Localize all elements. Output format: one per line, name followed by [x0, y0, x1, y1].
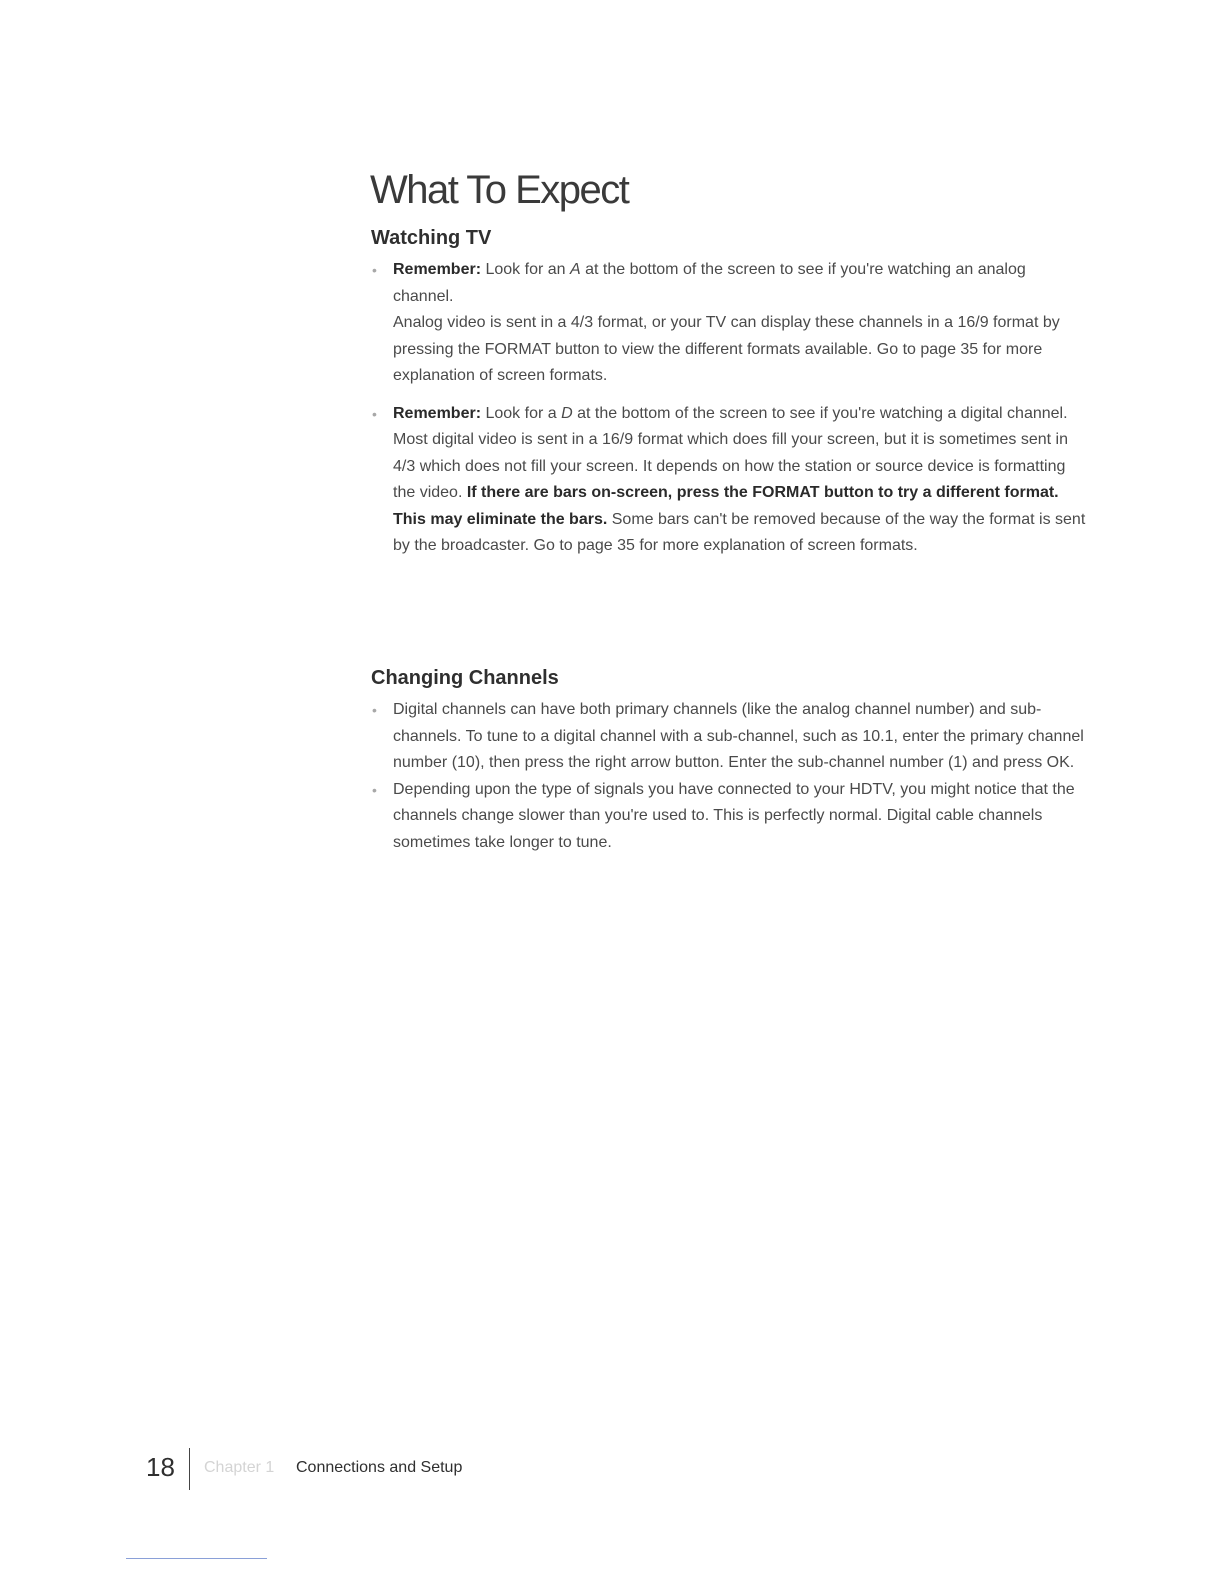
- chapter-label: Chapter 1: [204, 1459, 275, 1476]
- bold-text: Remember:: [393, 261, 482, 278]
- bottom-rule: [126, 1558, 267, 1559]
- paragraph: [393, 697, 1087, 777]
- bullet-icon: •: [372, 262, 377, 278]
- list-item: [371, 257, 1087, 390]
- bold-text: Remember:: [393, 404, 482, 422]
- watching-tv-list: [371, 257, 1087, 560]
- list-item: [371, 777, 1087, 857]
- text-run: Look for a: [481, 404, 562, 422]
- text-run: at the bottom of the screen to see if you're watching a digital channel.: [572, 404, 1068, 422]
- list-item: [371, 401, 1087, 560]
- footer-divider: [189, 1448, 190, 1490]
- paragraph: [393, 310, 1087, 390]
- page-footer: [146, 1448, 646, 1492]
- bullet-icon: •: [372, 781, 377, 798]
- paragraph: [393, 401, 1087, 428]
- text-run: Look for an: [481, 261, 570, 278]
- bullet-icon: •: [372, 702, 377, 718]
- chapter-title: Connections and Setup: [296, 1459, 463, 1476]
- text-run: Most digital video is sent in a 16/9 format which does fill your screen, but it is sometimes sent in 4/3 which does not fill your screen. It depends on how the station or source device is formatting the video.: [393, 431, 1068, 501]
- italic-text: A: [569, 261, 581, 278]
- section-watching-tv: [371, 224, 1087, 571]
- list-item: [371, 697, 1087, 777]
- paragraph: [393, 427, 1087, 560]
- text-run: Digital channels can have both primary channels (like the analog channel number) and sub-channels. To tune to a digital channel with a sub-channel, such as 10.1, enter the primary channel number (10), then press the right arrow button. Enter the sub-channel number (1) and press OK.: [393, 701, 1084, 771]
- paragraph: [393, 257, 1087, 310]
- section-heading-changing-channels: Changing Channels: [371, 667, 559, 689]
- text-run: Analog video is sent in a 4/3 format, or your TV can display these channels in a 16/9 format by pressing the FORMAT button to view the different formats available. Go to page 35 for more explanation of screen formats.: [393, 314, 1060, 384]
- page-title: What To Expect: [370, 168, 629, 212]
- text-run: Depending upon the type of signals you have connected to your HDTV, you might notice that the channels change slower than you're used to. This is perfectly normal. Digital cable channels sometimes take longer to tune.: [393, 780, 1075, 851]
- section-heading-watching-tv: Watching TV: [371, 227, 492, 249]
- changing-channels-list: [371, 697, 1087, 856]
- italic-text: D: [561, 404, 573, 422]
- page-number: 18: [146, 1452, 175, 1482]
- bold-text: If there are bars on-screen, press the FORMAT button to try a different format. This may eliminate the bars.: [393, 484, 1059, 528]
- text-run: Some bars can't be removed because of the way the format is sent by the broadcaster. Go to page 35 for more explanation of screen formats.: [393, 510, 1086, 554]
- paragraph: [393, 777, 1087, 857]
- text-run: at the bottom of the screen to see if you're watching an analog channel.: [393, 261, 1026, 305]
- bullet-icon: •: [372, 405, 377, 422]
- section-changing-channels: [371, 664, 1087, 856]
